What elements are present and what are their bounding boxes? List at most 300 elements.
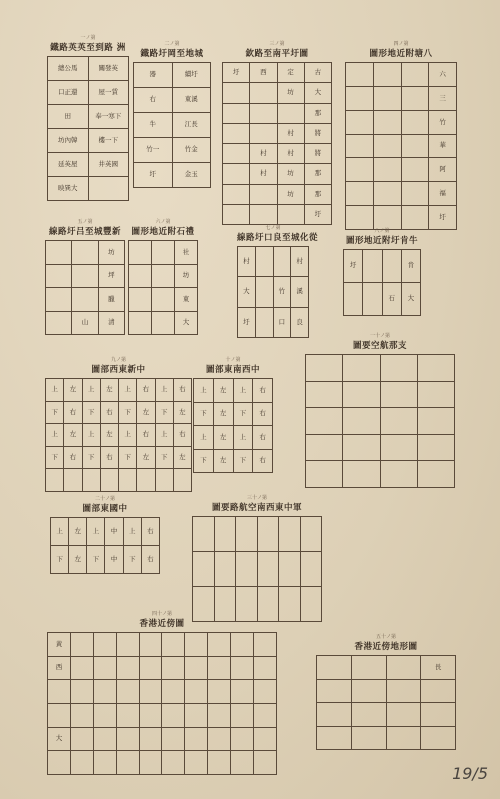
block-title: 圖要路航空南西東中軍 [211, 503, 302, 513]
grid-row [129, 311, 198, 335]
grid-cell [70, 751, 93, 775]
grid-cell [386, 679, 421, 703]
grid-cell: 上 [82, 424, 100, 447]
grid-cell [254, 727, 277, 751]
grid-cell [373, 134, 401, 158]
map-block [45, 218, 125, 338]
grid-row [48, 703, 277, 727]
grid-row [194, 426, 273, 450]
grid-cell: 右 [253, 426, 273, 450]
grid-row [48, 57, 129, 81]
grid-cell [363, 283, 382, 316]
grid-row [346, 182, 457, 206]
grid-cell: 下 [46, 401, 64, 424]
map-grid [47, 632, 277, 775]
grid-cell: 圩 [304, 204, 331, 224]
grid-cell [152, 241, 175, 265]
map-grid [343, 249, 421, 316]
grid-cell: 延英屋 [48, 153, 89, 177]
grid-cell: 左 [69, 546, 87, 574]
grid-cell [119, 469, 137, 492]
grid-row [317, 656, 456, 680]
grid-row [48, 129, 129, 153]
grid-cell: 右 [137, 379, 155, 402]
grid-row [238, 277, 309, 307]
grid-cell [306, 381, 343, 408]
grid-cell [162, 656, 185, 680]
block-title: 線路圩口良至城化從 [237, 233, 319, 243]
grid-cell [64, 469, 82, 492]
grid-cell [417, 434, 454, 461]
grid-cell: 樓一下 [88, 129, 129, 153]
grid-cell [116, 727, 139, 751]
map-block [45, 356, 192, 496]
grid-cell [380, 408, 417, 435]
grid-cell [82, 469, 100, 492]
grid-cell [139, 680, 162, 704]
grid-cell [70, 656, 93, 680]
grid-cell [162, 703, 185, 727]
grid-cell: 下 [123, 546, 141, 574]
grid-cell [250, 204, 277, 224]
grid-row [223, 83, 332, 103]
grid-cell [93, 680, 116, 704]
block-number: 四十ノ第 [151, 611, 172, 617]
grid-cell: 下 [194, 449, 214, 473]
grid-row [238, 247, 309, 277]
grid-cell [185, 680, 208, 704]
grid-row [346, 110, 457, 134]
grid-cell [277, 103, 304, 123]
grid-row [134, 113, 211, 138]
grid-cell [380, 355, 417, 382]
grid-cell: 坊 [98, 241, 124, 265]
grid-cell [185, 703, 208, 727]
map-grid [193, 378, 273, 473]
map-grid [45, 378, 192, 492]
grid-row [194, 402, 273, 426]
grid-cell [129, 311, 152, 335]
grid-cell: 西 [48, 656, 71, 680]
grid-cell [70, 680, 93, 704]
grid-cell: 下 [233, 449, 253, 473]
grid-cell [351, 703, 386, 727]
grid-row [346, 158, 457, 182]
grid-row [194, 379, 273, 403]
grid-row [46, 446, 192, 469]
grid-cell [344, 283, 363, 316]
grid-row [193, 517, 322, 552]
grid-cell: 村 [250, 144, 277, 164]
grid-cell [351, 726, 386, 750]
grid-cell: 大 [238, 277, 256, 307]
grid-cell [48, 703, 71, 727]
grid-cell: 上 [233, 379, 253, 403]
grid-cell [139, 727, 162, 751]
grid-cell [254, 656, 277, 680]
map-grid [50, 517, 160, 574]
grid-cell [300, 587, 322, 622]
grid-cell [386, 726, 421, 750]
map-block [133, 40, 211, 192]
map-grid [316, 655, 456, 750]
grid-cell: 山 [72, 311, 98, 335]
grid-cell: 右 [64, 446, 82, 469]
grid-row [238, 307, 309, 337]
grid-cell [231, 751, 254, 775]
grid-row [48, 177, 129, 201]
grid-row [317, 726, 456, 750]
grid-cell: 清 [98, 311, 124, 335]
grid-cell: 關發英 [88, 57, 129, 81]
block-title: 鐵路圩岡至地城 [140, 49, 204, 59]
grid-cell [129, 241, 152, 265]
grid-cell [317, 726, 352, 750]
grid-cell: 坊 [175, 264, 198, 288]
block-number: 五十ノ第 [375, 634, 396, 640]
grid-row [46, 264, 125, 288]
map-grid [128, 240, 198, 335]
grid-cell: 左 [100, 379, 118, 402]
grid-cell: 右 [253, 449, 273, 473]
grid-cell [401, 86, 429, 110]
grid-cell [162, 633, 185, 657]
grid-row [223, 63, 332, 83]
grid-cell [231, 703, 254, 727]
grid-cell: 竹 [273, 277, 291, 307]
grid-cell [317, 656, 352, 680]
grid-row [317, 703, 456, 727]
grid-cell [373, 63, 401, 87]
grid-cell [255, 247, 273, 277]
grid-cell [306, 408, 343, 435]
grid-cell [93, 751, 116, 775]
grid-cell: 六 [429, 63, 457, 87]
map-grid [305, 354, 455, 488]
map-grid [47, 56, 129, 201]
grid-cell [373, 182, 401, 206]
grid-cell: 下 [155, 446, 173, 469]
grid-cell: 大 [304, 83, 331, 103]
grid-cell [116, 680, 139, 704]
block-title: 圖形地近附塘八 [369, 49, 433, 59]
grid-cell [139, 703, 162, 727]
grid-row [346, 86, 457, 110]
grid-cell: 總公馬 [48, 57, 89, 81]
grid-cell [88, 177, 129, 201]
block-title: 圖部東國中 [82, 504, 128, 514]
map-grid [237, 246, 309, 338]
map-block [193, 356, 273, 476]
map-block [50, 495, 160, 575]
grid-cell: 圩 [429, 206, 457, 230]
grid-cell [250, 103, 277, 123]
grid-cell: 下 [194, 402, 214, 426]
grid-cell [46, 241, 72, 265]
grid-cell: 村 [291, 247, 309, 277]
grid-cell [343, 434, 380, 461]
grid-cell [223, 123, 250, 143]
grid-cell [300, 517, 322, 552]
grid-cell [380, 434, 417, 461]
grid-cell [185, 751, 208, 775]
grid-cell: 長 [421, 656, 456, 680]
map-block [47, 610, 277, 780]
grid-cell: 溪 [291, 277, 309, 307]
grid-cell: 圩 [344, 250, 363, 283]
grid-cell [116, 633, 139, 657]
grid-cell: 黃 [48, 633, 71, 657]
grid-cell [401, 134, 429, 158]
grid-cell: 奉一寒下 [88, 105, 129, 129]
block-title: 鐵路英英至到路 洲 [50, 43, 126, 53]
grid-cell: 村 [238, 247, 256, 277]
grid-cell [382, 250, 401, 283]
grid-cell [373, 206, 401, 230]
grid-cell [257, 552, 279, 587]
grid-row [194, 449, 273, 473]
block-title: 欽路至南平圩圖 [245, 49, 309, 59]
grid-cell [373, 158, 401, 182]
grid-cell [277, 204, 304, 224]
block-number: 三ノ第 [269, 41, 285, 47]
grid-cell [417, 355, 454, 382]
grid-row [223, 204, 332, 224]
grid-row [48, 680, 277, 704]
grid-row [306, 355, 455, 382]
grid-row [48, 153, 129, 177]
grid-cell [208, 633, 231, 657]
grid-cell [48, 680, 71, 704]
map-block [237, 224, 319, 340]
grid-cell: 上 [155, 424, 173, 447]
map-block [343, 227, 421, 317]
grid-cell: 竹 [429, 110, 457, 134]
grid-cell [208, 751, 231, 775]
grid-cell: 上 [123, 518, 141, 546]
grid-row [46, 311, 125, 335]
grid-cell: 下 [82, 446, 100, 469]
map-grid [222, 62, 332, 225]
grid-cell [306, 461, 343, 488]
grid-cell: 大 [48, 727, 71, 751]
grid-cell [386, 656, 421, 680]
grid-cell [208, 727, 231, 751]
grid-row [46, 241, 125, 265]
block-number: 九ノ第 [110, 357, 126, 363]
grid-cell: 口正還 [48, 81, 89, 105]
grid-row [48, 751, 277, 775]
grid-cell: 屋一賃 [88, 81, 129, 105]
grid-cell [386, 703, 421, 727]
block-number: 二十ノ第 [94, 496, 115, 502]
grid-cell: 左 [137, 401, 155, 424]
grid-cell [250, 123, 277, 143]
grid-cell [250, 184, 277, 204]
grid-row [48, 633, 277, 657]
grid-cell [208, 703, 231, 727]
grid-cell [231, 633, 254, 657]
grid-cell: 右 [64, 401, 82, 424]
grid-cell: 東 [175, 288, 198, 312]
block-number: 七ノ第 [265, 225, 281, 231]
map-block [316, 633, 456, 753]
grid-row [46, 288, 125, 312]
grid-cell: 左 [173, 446, 191, 469]
grid-row [46, 469, 192, 492]
grid-cell: 上 [46, 424, 64, 447]
grid-cell [279, 517, 301, 552]
grid-cell [254, 751, 277, 775]
grid-cell: 牛 [134, 113, 173, 138]
grid-cell [255, 277, 273, 307]
grid-cell: 肯 [401, 250, 420, 283]
grid-cell: 阿 [429, 158, 457, 182]
grid-cell [380, 381, 417, 408]
grid-cell: 坪 [98, 264, 124, 288]
grid-cell [231, 656, 254, 680]
grid-cell [223, 103, 250, 123]
grid-cell: 下 [119, 446, 137, 469]
grid-row [51, 546, 160, 574]
grid-cell [417, 381, 454, 408]
grid-cell: 上 [194, 379, 214, 403]
grid-cell [185, 727, 208, 751]
grid-cell: 上 [87, 518, 105, 546]
grid-cell: 上 [51, 518, 69, 546]
map-block [222, 40, 332, 232]
block-number: 一ノ第 [80, 35, 96, 41]
map-block [128, 218, 198, 338]
grid-cell [162, 727, 185, 751]
grid-cell: 田 [48, 105, 89, 129]
grid-cell [193, 552, 215, 587]
grid-cell [306, 355, 343, 382]
grid-row [48, 81, 129, 105]
grid-cell [346, 158, 374, 182]
grid-row [48, 727, 277, 751]
grid-cell [208, 656, 231, 680]
grid-cell: 上 [233, 426, 253, 450]
grid-cell: 坊 [277, 164, 304, 184]
block-number: 十ノ第 [225, 357, 241, 363]
grid-cell [254, 703, 277, 727]
grid-cell: 右 [253, 402, 273, 426]
grid-cell [46, 469, 64, 492]
grid-cell [173, 469, 191, 492]
grid-row [223, 103, 332, 123]
grid-cell [421, 703, 456, 727]
grid-row [129, 264, 198, 288]
grid-cell: 上 [194, 426, 214, 450]
grid-cell: 將 [304, 144, 331, 164]
grid-row [344, 250, 421, 283]
map-block [345, 40, 457, 236]
block-number: 一十ノ第 [369, 333, 390, 339]
grid-cell: 右 [137, 424, 155, 447]
grid-cell [401, 63, 429, 87]
grid-cell [373, 110, 401, 134]
grid-cell: 上 [82, 379, 100, 402]
grid-cell [351, 679, 386, 703]
grid-row [46, 401, 192, 424]
grid-cell: 中 [105, 518, 123, 546]
grid-cell: 竹一 [134, 138, 173, 163]
grid-cell: 左 [213, 426, 233, 450]
map-block [47, 34, 129, 206]
grid-cell: 良 [291, 307, 309, 337]
grid-cell [231, 727, 254, 751]
grid-cell [373, 86, 401, 110]
grid-cell [46, 311, 72, 335]
grid-row [346, 63, 457, 87]
grid-cell: 三 [429, 86, 457, 110]
grid-cell [417, 461, 454, 488]
block-title: 圖部西東新中 [91, 365, 146, 375]
grid-cell [46, 288, 72, 312]
grid-cell: 大 [175, 311, 198, 335]
handwritten-note: 19/5 [452, 764, 488, 783]
grid-cell [346, 206, 374, 230]
grid-cell: 上 [119, 379, 137, 402]
grid-cell [317, 703, 352, 727]
grid-cell: 左 [137, 446, 155, 469]
grid-cell: 上 [155, 379, 173, 402]
grid-cell [254, 633, 277, 657]
grid-cell [116, 751, 139, 775]
grid-cell: 映巽大 [48, 177, 89, 201]
grid-cell: 上 [46, 379, 64, 402]
grid-cell: 右 [173, 424, 191, 447]
grid-cell: 村 [250, 164, 277, 184]
grid-cell [346, 110, 374, 134]
grid-cell: 那 [304, 103, 331, 123]
grid-cell [346, 86, 374, 110]
grid-cell [343, 408, 380, 435]
grid-cell: 右 [141, 518, 159, 546]
grid-cell [129, 288, 152, 312]
grid-cell [317, 679, 352, 703]
grid-cell: 西 [250, 63, 277, 83]
map-block [192, 494, 322, 624]
map-block [305, 332, 455, 492]
grid-cell: 右 [141, 546, 159, 574]
grid-row [346, 206, 457, 230]
grid-cell [93, 656, 116, 680]
grid-cell: 圩 [238, 307, 256, 337]
grid-cell: 右 [173, 379, 191, 402]
block-title: 香港近傍地形圖 [354, 642, 418, 652]
grid-row [129, 241, 198, 265]
grid-cell [380, 461, 417, 488]
grid-cell [48, 751, 71, 775]
grid-cell: 左 [64, 424, 82, 447]
grid-cell: 那 [304, 164, 331, 184]
grid-row [306, 434, 455, 461]
grid-cell: 下 [155, 401, 173, 424]
grid-cell [93, 703, 116, 727]
grid-row [306, 461, 455, 488]
grid-cell: 圩 [134, 163, 173, 188]
block-title: 線路圩吕至城豐新 [48, 227, 121, 237]
grid-cell [300, 552, 322, 587]
map-grid [192, 516, 322, 622]
grid-cell [155, 469, 173, 492]
grid-cell [214, 517, 236, 552]
block-number: 二ノ第 [164, 41, 180, 47]
grid-cell: 東溪 [172, 88, 211, 113]
grid-cell: 下 [51, 546, 69, 574]
